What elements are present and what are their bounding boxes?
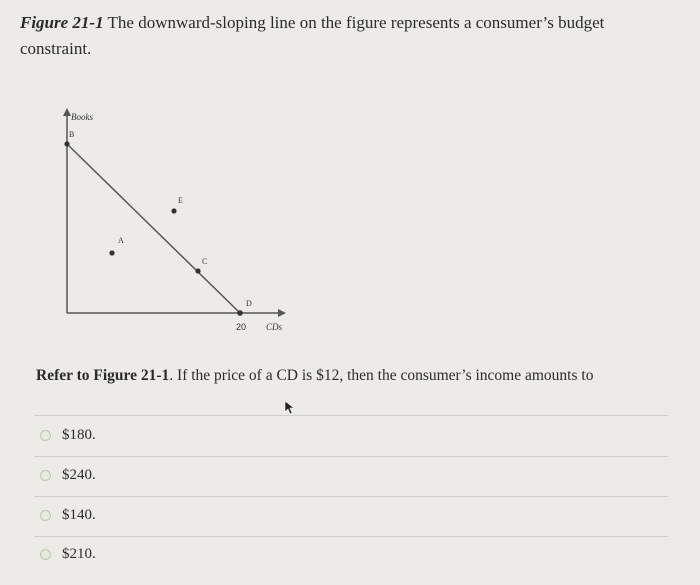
question-text (36, 367, 593, 385)
point-c-label: C (202, 257, 208, 266)
answer-option-4[interactable] (40, 543, 96, 565)
figure-caption (20, 10, 660, 62)
point-a (109, 250, 114, 255)
point-e (171, 208, 176, 213)
divider (34, 456, 668, 457)
caption-text: The downward-sloping line on the figure represents a consumer’s budget constraint. (20, 13, 605, 58)
point-b-label: B (69, 130, 75, 139)
point-c (195, 268, 200, 273)
y-axis-label: Books (71, 112, 93, 122)
x-tick-label: 20 (236, 322, 247, 332)
mouse-cursor-icon (284, 400, 298, 416)
answer-option-2[interactable] (40, 464, 96, 486)
divider (34, 536, 668, 537)
question-body: . If the price of a CD is $12, then the consumer’s income amounts to (169, 367, 594, 384)
radio-button[interactable] (40, 430, 51, 441)
answer-option-1[interactable] (40, 424, 96, 446)
answer-option-3[interactable] (40, 504, 96, 526)
budget-line (67, 144, 240, 313)
option-label: $180. (62, 426, 96, 443)
radio-button[interactable] (40, 510, 51, 521)
option-label: $140. (62, 506, 96, 523)
figure-label: Figure 21-1 (20, 13, 104, 32)
point-d (237, 310, 243, 316)
radio-button[interactable] (40, 470, 51, 481)
point-e-label: E (178, 196, 183, 205)
y-axis-arrow (63, 108, 71, 116)
point-b (64, 141, 69, 146)
budget-constraint-graph (50, 100, 310, 340)
radio-button[interactable] (40, 549, 51, 560)
option-label: $240. (62, 466, 96, 483)
figure-reference: Refer to Figure 21-1 (36, 367, 170, 384)
point-a-label: A (118, 236, 124, 245)
x-axis-label: CDs (266, 322, 283, 332)
point-d-label: D (246, 299, 252, 308)
divider (34, 415, 668, 416)
divider (34, 496, 668, 497)
x-axis-arrow (278, 309, 286, 317)
option-label: $210. (62, 545, 96, 562)
